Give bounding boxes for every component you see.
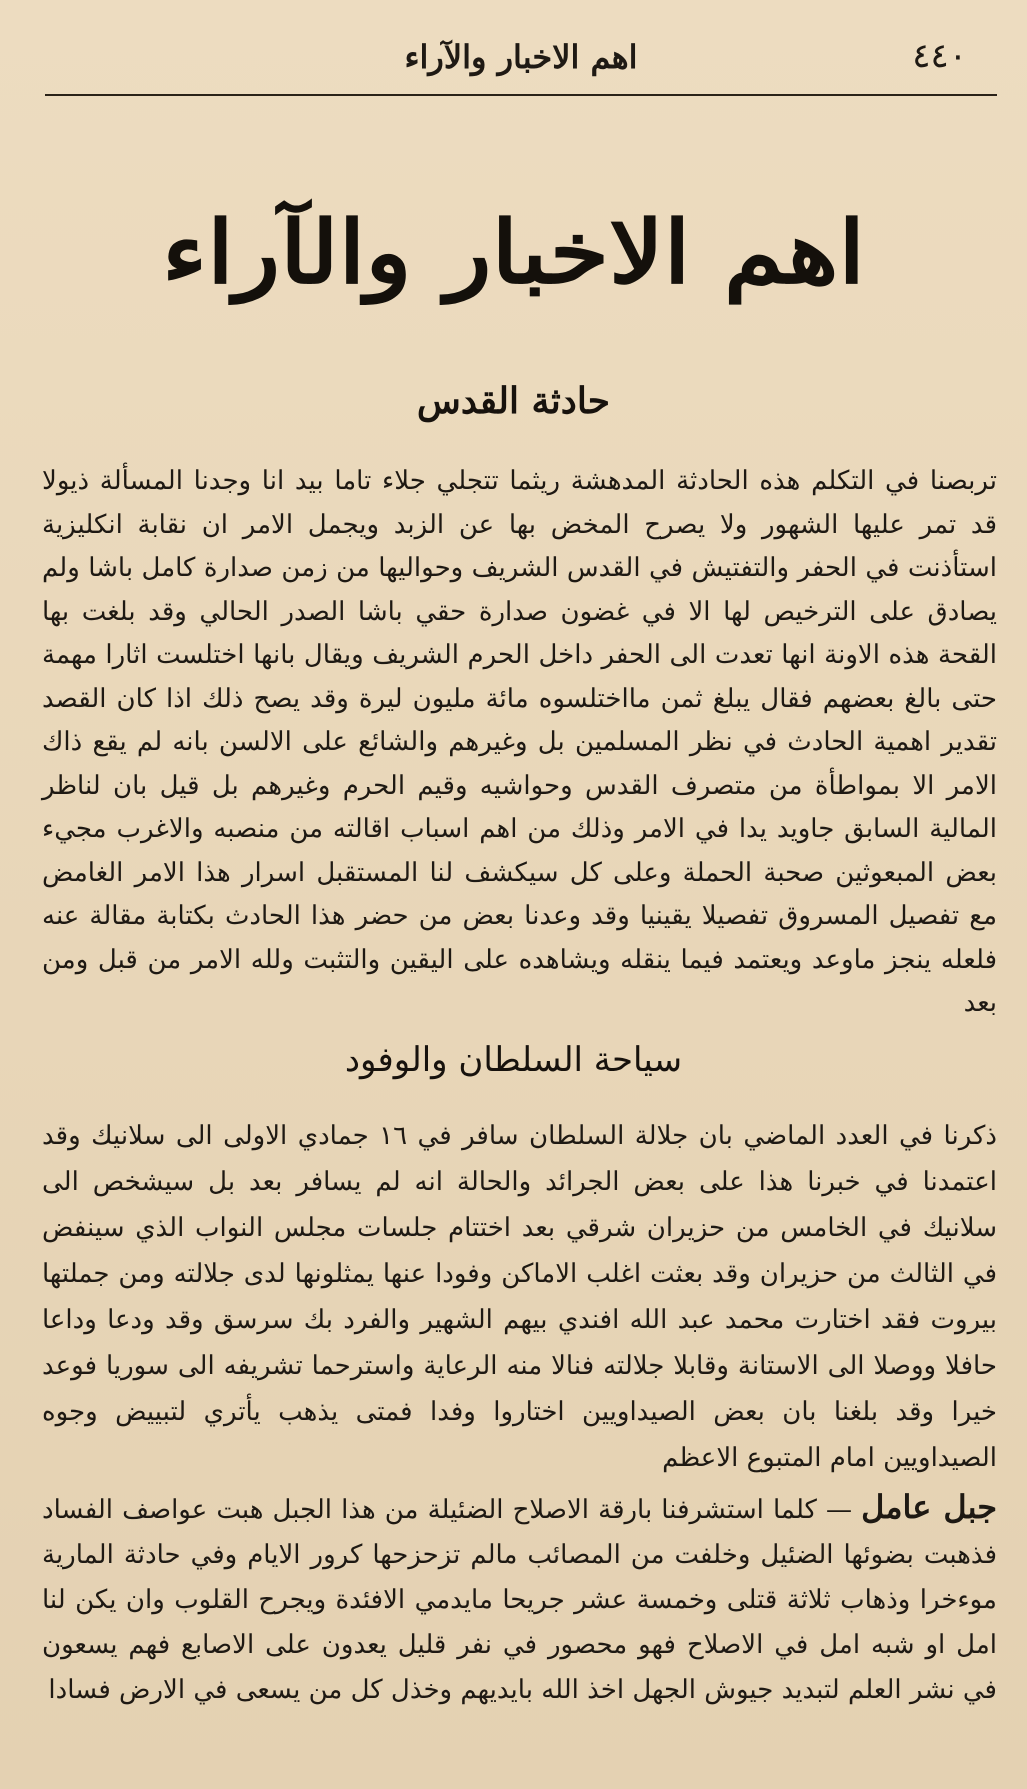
section-jabal-amil <box>42 1485 997 1713</box>
running-title: اهم الاخبار والآراء <box>404 38 638 76</box>
masthead-title: اهم الاخبار والآراء <box>161 201 866 304</box>
section-title-jerusalem-incident: حادثة القدس <box>416 380 611 422</box>
section-title-sultan-journey: سياحة السلطان والوفود <box>344 1040 683 1080</box>
header-rule <box>45 94 997 96</box>
section-body-sultan-journey: ذكرنا في العدد الماضي بان جلالة السلطان سافر في ١٦ جمادي الاولى الى سلانيك وقد اعتمدنا في خبرنا هذا على بعض الجرائد والحالة انه لم يسافر بعد بل سيشخص الى سلانيك في الخامس من حزيران شرقي بعد اختتام جلسات مجلس النواب الذي سينفض في الثالث من حزيران وقد بعثت اغلب الاماكن وفودا عنها يمثلونها لدى جلالته ومن جملتها بيروت فقد اختارت محمد عبد الله افندي بيهم الشهير والفرد بك سرسق وقد ودعا وداعا حافلا ووصلا الى الاستانة وقابلا جلالته فنالا منه الرعاية واسترحما تشريفه الى سوريا فوعد خيرا وقد بلغنا بان بعض الصيداويين اختاروا وفدا فمتى يذهب يأتري لتبييض وجوه الصيداويين امام المتبوع الاعظم <box>42 1121 997 1473</box>
page-number: ٤٤٠ <box>912 36 967 76</box>
section-lead-jabal-amil: جبل عامل <box>861 1488 998 1526</box>
section-body-jabal-amil: كلما استشرفنا بارقة الاصلاح الضئيلة من هذا الجبل هبت عواصف الفساد فذهبت بضوئها الضئيل وخلفت من المصائب مالم تزحزحها كرور الايام وفي حادثة المارية موءخرا وذهاب ثلاثة قتلى وخمسة عشر جريحا مايدمي الافئدة ويجرح القلوب وان يكن لنا امل او شبه امل في الاصلاح فهو محصور في نفر قليل يعدون على الاصابع فهم يسعون في نشر العلم لتبديد جيوش الجهل اخذ الله بايديهم وخذل كل من يسعى في الارض فسادا <box>42 1495 997 1705</box>
lead-dash: — <box>816 1495 862 1525</box>
running-head <box>45 30 997 100</box>
section-body-jerusalem-incident: تربصنا في التكلم هذه الحادثة المدهشة ريثما تتجلي جلاء تاما بيد انا وجدنا المسألة ذيولا قد تمر عليها الشهور ولا يصرح المخض بها عن الزبد ويجمل الامر ان نقابة انكليزية استأذنت في الحفر والتفتيش في القدس الشريف وحواليها من زمن صدارة كامل باشا ولم يصادق على الترخيص لها الا في غضون صدارة حقي باشا الصدر الحالي وقد بلغت بها القحة هذه الاونة انها تعدت الى الحفر داخل الحرم الشريف ويقال بانها اختلست اثارا مهمة حتى بالغ بعضهم فقال يبلغ ثمن مااختلسوه مائة مليون ليرة وقد يصح ذلك اذا كان القصد تقدير اهمية الحادث في نظر المسلمين بل وغيرهم والشائع على الالسن بانه لم يقع ذاك الامر الا بمواطأة من متصرف القدس وحواشيه وقيم الحرم وغيرهم بل قيل بان لناظر المالية السابق جاويد يدا في الامر وذلك من اهم اسباب اقالته من منصبه والاغرب مجيء بعض المبعوثين صحبة الحملة وعلى كل سيكشف لنا المستقبل اسرار هذا الامر الغامض مع تفصيل المسروق تفصيلا يقينيا وقد وعدنا بعض من حضر هذا الحادث بكتابة مقالة عنه فلعله ينجز ماوعد ويعتمد فيما ينقله ويشاهده على اليقين والتثبت ولله الامر من قبل ومن بعد <box>42 466 997 1018</box>
masthead-calligraphy <box>0 178 1027 328</box>
